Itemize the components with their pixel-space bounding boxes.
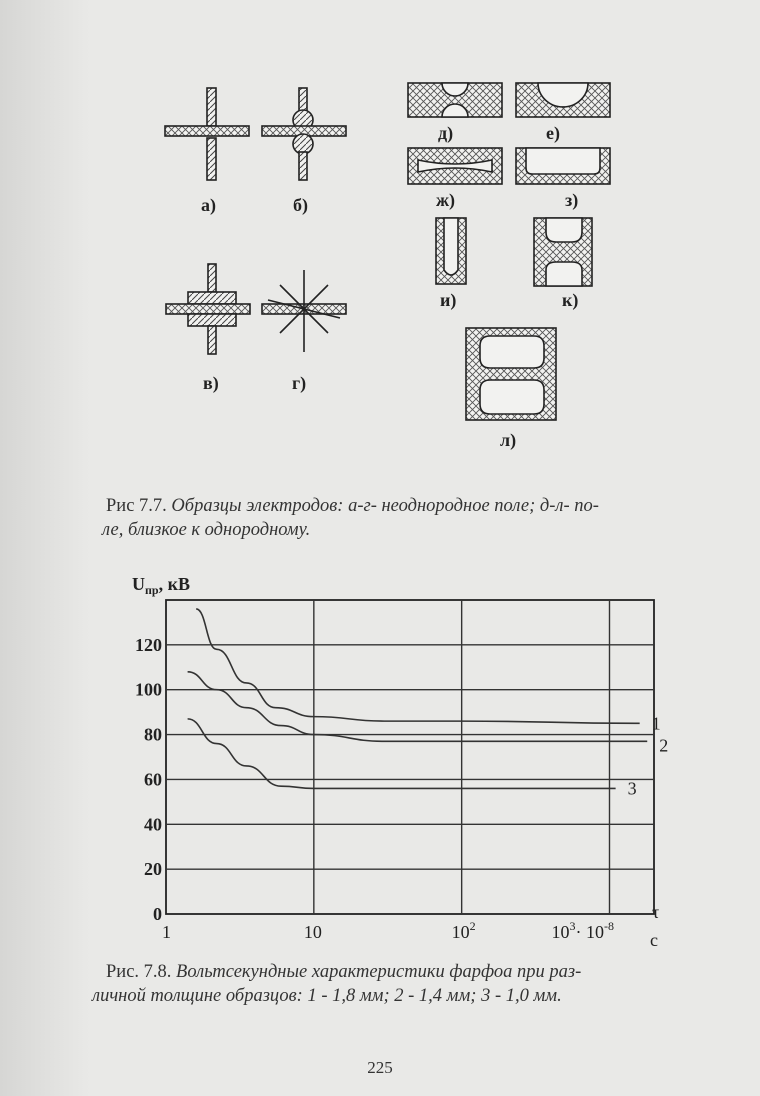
- caption-7-8-line1: Вольтсекундные характеристики фарфоа при раз-: [176, 962, 582, 982]
- series-line-2: [188, 672, 648, 742]
- series-line-1: [196, 609, 639, 723]
- y-tick-label: 80: [144, 724, 162, 745]
- electrode-g: [262, 270, 346, 352]
- label-e: е): [546, 123, 560, 143]
- label-b: б): [293, 195, 308, 215]
- y-tick-labels: [135, 635, 162, 924]
- caption-7-7-line1: Образцы электродов: а-г- неоднородное поле; д-л- по-: [171, 496, 599, 516]
- y-tick-label: 20: [144, 859, 162, 880]
- electrode-a: [165, 88, 249, 180]
- chart-series: [188, 609, 669, 798]
- series-label-1: 1: [651, 713, 661, 734]
- y-tick-label: 60: [144, 769, 162, 790]
- series-line-3: [188, 719, 616, 789]
- x-tick-label: 10: [303, 922, 322, 942]
- caption-7-8-lead: Рис. 7.8.: [106, 962, 172, 982]
- label-zh: ж): [436, 190, 456, 210]
- label-z: з): [565, 190, 579, 210]
- label-i: и): [440, 290, 457, 310]
- y-tick-label: 0: [153, 904, 162, 924]
- y-tick-label: 40: [144, 814, 162, 835]
- figure-7-7: [0, 0, 760, 470]
- label-v: в): [203, 373, 219, 393]
- electrode-b: [262, 88, 346, 180]
- electrode-d: [408, 83, 502, 117]
- x-tick-label: 1: [162, 922, 171, 942]
- electrode-i: [436, 218, 466, 284]
- y-tick-label: 120: [135, 634, 162, 655]
- y-axis-label: $U_{пр}$, кВ: [132, 574, 190, 597]
- x-tick-labels: [162, 919, 614, 942]
- x-tick-label: $10^3\cdot 10^{-8}$: [551, 919, 614, 942]
- electrode-l: [466, 328, 556, 420]
- figure-7-7-caption: [102, 494, 706, 542]
- x-axis-label: τ: [652, 902, 660, 922]
- caption-7-8-line2: личной толщине образцов: 1 - 1,8 мм; 2 - 1,4 мм; 3 - 1,0 мм.: [92, 986, 562, 1006]
- caption-7-7-lead: Рис 7.7.: [106, 496, 167, 516]
- caption-7-7-line2: ле, близкое к однородному.: [102, 520, 311, 540]
- figure-7-8-chart: [0, 560, 760, 955]
- label-d: д): [438, 123, 454, 143]
- figure-7-8-caption: [92, 960, 706, 1008]
- x-unit-label: с: [650, 930, 658, 950]
- label-l: л): [500, 430, 517, 450]
- electrode-z: [516, 148, 610, 184]
- chart-grid: [166, 600, 654, 914]
- electrode-k: [534, 218, 592, 286]
- series-label-3: 3: [627, 778, 637, 799]
- label-a: а): [201, 195, 216, 215]
- label-g: г): [292, 373, 307, 393]
- page-number: 225: [367, 1058, 393, 1077]
- electrode-zh: [408, 148, 502, 184]
- electrode-v: [166, 264, 250, 354]
- electrode-e: [516, 83, 610, 117]
- series-label-2: 2: [659, 735, 669, 756]
- label-k: к): [562, 290, 579, 310]
- x-tick-label: $10^2$: [451, 919, 476, 942]
- plot-frame: [166, 600, 654, 914]
- y-tick-label: 100: [135, 679, 162, 700]
